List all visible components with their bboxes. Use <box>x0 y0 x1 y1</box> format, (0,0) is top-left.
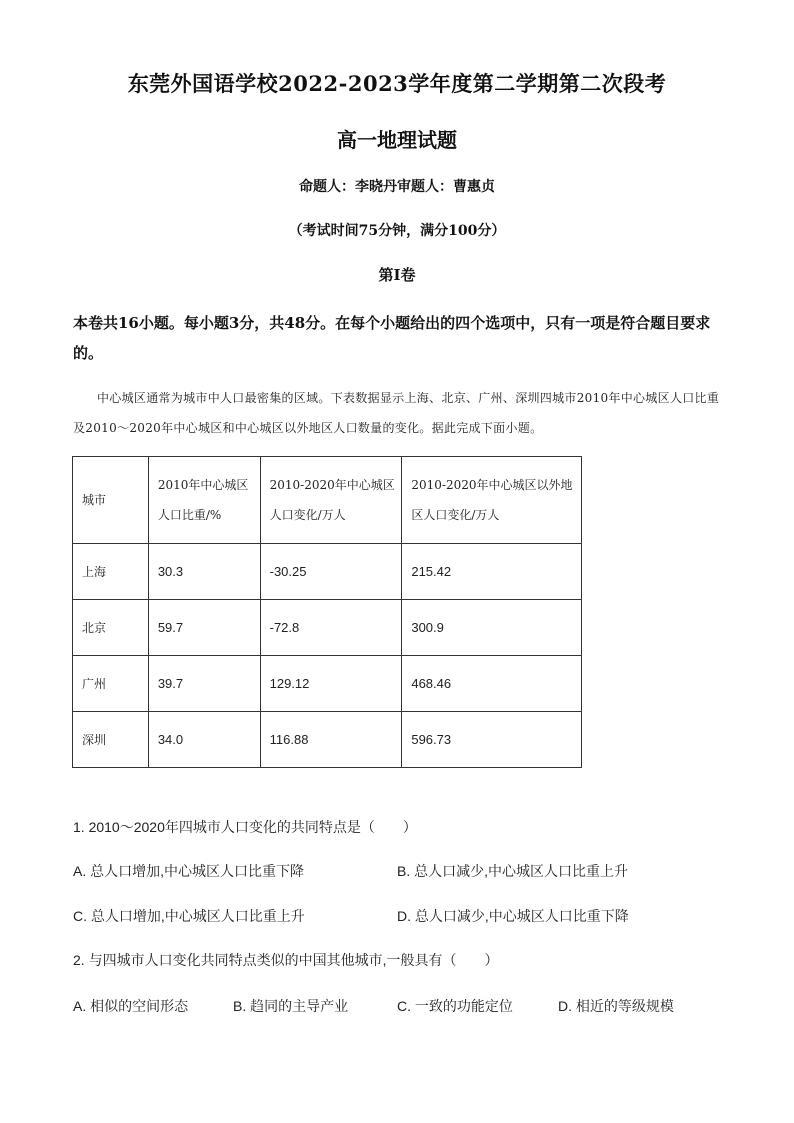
question-1-option-c[interactable]: C. 总人口增加,中心城区人口比重上升 <box>73 908 305 924</box>
exam-authors: 命题人：李晓丹审题人：曹惠贞 <box>299 179 495 195</box>
population-table <box>72 456 582 768</box>
table-cell: 129.12 <box>260 656 402 712</box>
table-cell: 116.88 <box>260 712 402 768</box>
table-cell: 468.46 <box>402 656 582 712</box>
section-instructions: 本卷共16小题。每小题3分，共48分。在每个小题给出的四个选项中，只有一项是符合题目要求的。 <box>73 314 711 362</box>
table-cell: 596.73 <box>402 712 582 768</box>
question-1-option-d[interactable]: D. 总人口减少,中心城区人口比重下降 <box>397 908 629 924</box>
table-cell: 215.42 <box>402 544 582 600</box>
table-cell-city: 深圳 <box>73 712 149 768</box>
question-2-option-a[interactable]: A. 相似的空间形态 <box>73 998 189 1014</box>
exam-subtitle: 高一地理试题 <box>337 128 457 152</box>
material-intro: 中心城区通常为城市中人口最密集的区域。下表数据显示上海、北京、广州、深圳四城市2010年中心城区人口比重及2010～2020年中心城区和中心城区以外地区人口数量的变化。据此完成下面小题。 <box>73 391 720 435</box>
table-cell: 30.3 <box>148 544 260 600</box>
table-row <box>73 712 582 768</box>
question-2-stem: 2. 与四城市人口变化共同特点类似的中国其他城市,一般具有（ ） <box>73 952 499 968</box>
table-cell-city: 北京 <box>73 600 149 656</box>
table-cell: 300.9 <box>402 600 582 656</box>
table-row <box>73 544 582 600</box>
table-cell-city: 广州 <box>73 656 149 712</box>
question-1-stem: 1. 2010～2020年四城市人口变化的共同特点是（ ） <box>73 819 417 835</box>
question-2-option-d[interactable]: D. 相近的等级规模 <box>558 998 674 1014</box>
table-cell: -30.25 <box>260 544 402 600</box>
table-row <box>73 656 582 712</box>
table-header-cell: 城市 <box>73 457 149 544</box>
question-1-option-b[interactable]: B. 总人口减少,中心城区人口比重上升 <box>397 863 629 879</box>
table-cell-city: 上海 <box>73 544 149 600</box>
table-cell: 34.0 <box>148 712 260 768</box>
question-2-option-b[interactable]: B. 趋同的主导产业 <box>233 998 349 1014</box>
question-1-option-a[interactable]: A. 总人口增加,中心城区人口比重下降 <box>73 863 305 879</box>
volume-label: 第I卷 <box>378 266 416 284</box>
exam-title: 东莞外国语学校2022-2023学年度第二学期第二次段考 <box>127 71 667 96</box>
table-row <box>73 600 582 656</box>
table-header-cell: 2010年中心城区人口比重/% <box>148 457 260 544</box>
table-header-cell: 2010-2020年中心城区以外地区人口变化/万人 <box>402 457 582 544</box>
table-header-cell: 2010-2020年中心城区人口变化/万人 <box>260 457 402 544</box>
table-header-row <box>73 457 582 544</box>
question-2-option-c[interactable]: C. 一致的功能定位 <box>397 998 513 1014</box>
table-cell: 39.7 <box>148 656 260 712</box>
exam-time-info: （考试时间75分钟，满分100分） <box>288 223 506 239</box>
table-cell: 59.7 <box>148 600 260 656</box>
table-cell: -72.8 <box>260 600 402 656</box>
